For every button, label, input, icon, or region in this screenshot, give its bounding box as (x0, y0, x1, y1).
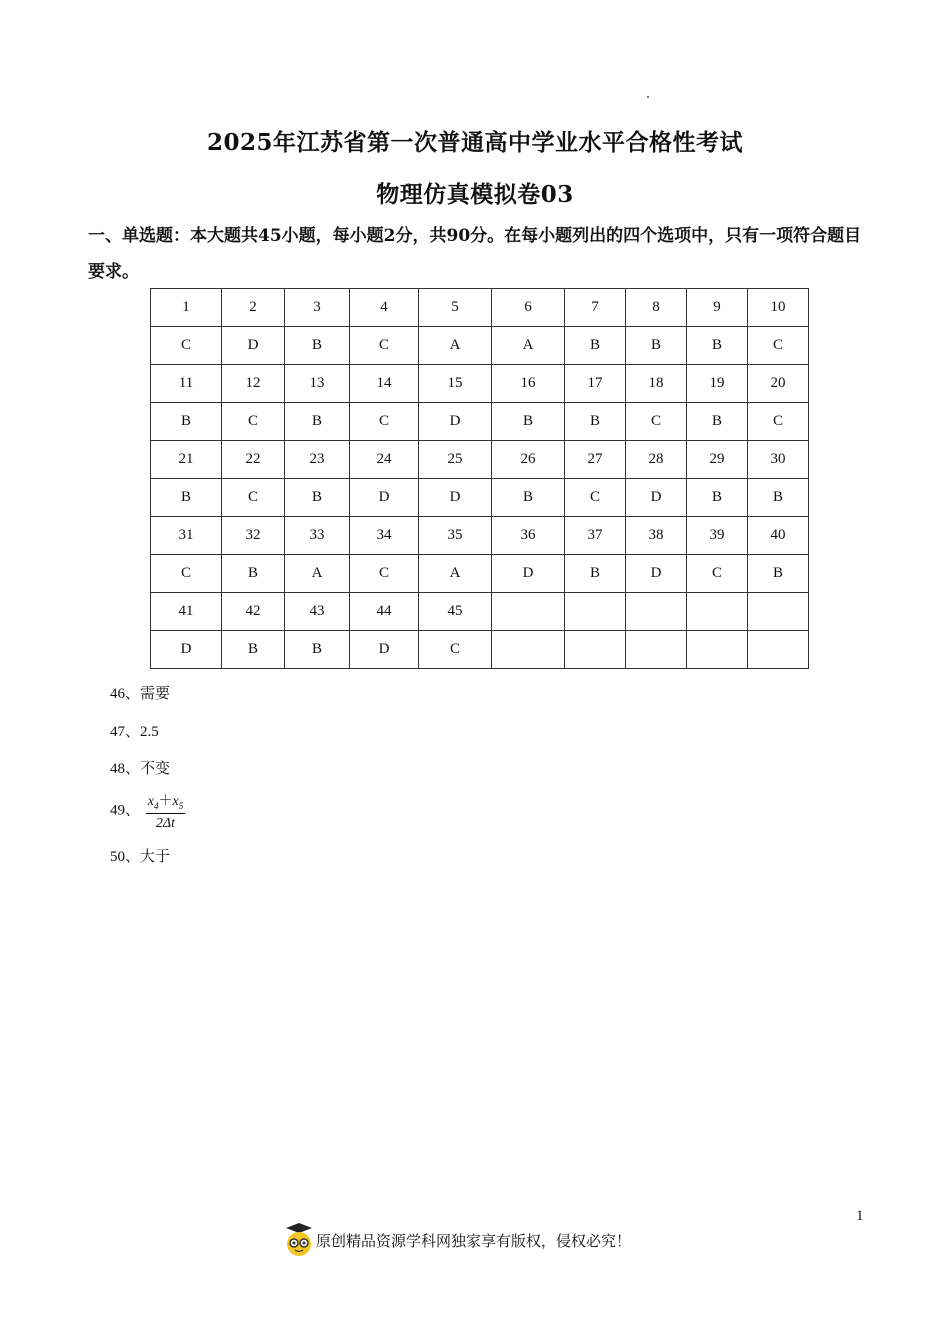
speck-mark (647, 96, 649, 98)
question-number-cell: 26 (492, 441, 565, 479)
question-number-row (151, 365, 809, 403)
answer-cell: B (626, 327, 687, 365)
answer-cell: B (565, 403, 626, 441)
answer-cell: B (285, 327, 350, 365)
answer-cell: D (350, 479, 419, 517)
answer-cell: B (285, 631, 350, 669)
answer-cell: B (151, 403, 222, 441)
answer-cell: C (565, 479, 626, 517)
answer-cell: C (626, 403, 687, 441)
answer-key-row (151, 631, 809, 669)
question-number-cell: 7 (565, 289, 626, 327)
question-number-cell: 27 (565, 441, 626, 479)
question-number-cell: 28 (626, 441, 687, 479)
question-number-cell: 25 (419, 441, 492, 479)
question-number-cell: 39 (687, 517, 748, 555)
question-number-cell: 13 (285, 365, 350, 403)
answer-cell: A (419, 555, 492, 593)
question-number-cell (687, 593, 748, 631)
answer-key-row (151, 327, 809, 365)
answer-cell: B (565, 327, 626, 365)
question-number-cell: 33 (285, 517, 350, 555)
answer-cell: C (687, 555, 748, 593)
answer-cell: C (151, 327, 222, 365)
question-number-cell: 16 (492, 365, 565, 403)
question-number-cell: 20 (748, 365, 809, 403)
answer-key-row (151, 479, 809, 517)
answer-cell (626, 631, 687, 669)
question-number-cell: 29 (687, 441, 748, 479)
answer-cell (565, 631, 626, 669)
question-number-cell: 45 (419, 593, 492, 631)
answer-cell (748, 631, 809, 669)
question-number-cell (626, 593, 687, 631)
answer-cell: B (687, 327, 748, 365)
question-number-cell: 36 (492, 517, 565, 555)
page-number: 1 (856, 1208, 864, 1224)
answer-49-label: 49、 (110, 802, 141, 819)
answer-table (150, 288, 809, 669)
question-number-cell: 4 (350, 289, 419, 327)
answer-cell: C (748, 327, 809, 365)
answer-cell: B (151, 479, 222, 517)
answer-cell: B (222, 631, 285, 669)
question-number-cell: 15 (419, 365, 492, 403)
question-number-cell: 19 (687, 365, 748, 403)
question-number-row (151, 441, 809, 479)
question-number-cell: 5 (419, 289, 492, 327)
answer-cell: B (285, 403, 350, 441)
answer-cell: D (419, 479, 492, 517)
fraction-numerator: $x_4+x_5$ (146, 790, 185, 814)
mascot-logo-icon (284, 1222, 314, 1258)
answer-cell: C (222, 403, 285, 441)
answer-cell: B (222, 555, 285, 593)
question-number-row (151, 289, 809, 327)
question-number-cell: 40 (748, 517, 809, 555)
fraction-denominator: 2Δt (155, 815, 176, 831)
answer-cell: A (419, 327, 492, 365)
question-number-cell: 23 (285, 441, 350, 479)
page-title: 2025年江苏省第一次普通高中学业水平合格性考试 (206, 129, 743, 156)
answer-cell: B (492, 403, 565, 441)
answer-47: 47、2.5 (110, 724, 159, 740)
answer-cell: B (285, 479, 350, 517)
question-number-cell (492, 593, 565, 631)
question-number-cell: 44 (350, 593, 419, 631)
question-number-cell: 2 (222, 289, 285, 327)
answer-cell: C (222, 479, 285, 517)
question-number-cell: 30 (748, 441, 809, 479)
question-number-cell: 24 (350, 441, 419, 479)
answer-cell: A (285, 555, 350, 593)
answer-cell: B (687, 479, 748, 517)
question-number-cell: 17 (565, 365, 626, 403)
answer-cell: D (151, 631, 222, 669)
answer-cell: B (492, 479, 565, 517)
question-number-cell: 34 (350, 517, 419, 555)
answer-cell: D (626, 555, 687, 593)
answer-key-row (151, 555, 809, 593)
answer-cell: D (626, 479, 687, 517)
question-number-cell (565, 593, 626, 631)
section-heading: 一、单选题：本大题共45小题，每小题2分，共90分。在每小题列出的四个选项中，只有一项符合题目要求。 (88, 226, 862, 282)
question-number-cell: 18 (626, 365, 687, 403)
answer-48: 48、不变 (110, 761, 171, 777)
question-number-cell (748, 593, 809, 631)
answer-46: 46、需要 (110, 686, 171, 702)
question-number-row (151, 517, 809, 555)
question-number-cell: 6 (492, 289, 565, 327)
answer-cell: C (748, 403, 809, 441)
answer-cell: D (222, 327, 285, 365)
answer-cell: C (350, 403, 419, 441)
answer-cell (492, 631, 565, 669)
question-number-cell: 43 (285, 593, 350, 631)
question-number-cell: 1 (151, 289, 222, 327)
answer-cell: D (350, 631, 419, 669)
question-number-cell: 41 (151, 593, 222, 631)
question-number-cell: 35 (419, 517, 492, 555)
copyright-text: 原创精品资源学科网独家享有版权，侵权必究！ (316, 1231, 632, 1250)
question-number-cell: 21 (151, 441, 222, 479)
question-number-cell: 38 (626, 517, 687, 555)
question-number-cell: 32 (222, 517, 285, 555)
answer-cell: A (492, 327, 565, 365)
answer-key-row (151, 403, 809, 441)
question-number-cell: 11 (151, 365, 222, 403)
answer-cell: C (151, 555, 222, 593)
answer-49 (110, 790, 185, 832)
answer-cell: B (687, 403, 748, 441)
question-number-cell: 22 (222, 441, 285, 479)
answer-cell (687, 631, 748, 669)
footer (284, 1222, 631, 1258)
answer-cell: C (350, 555, 419, 593)
answer-cell: C (419, 631, 492, 669)
question-number-cell: 3 (285, 289, 350, 327)
question-number-cell: 31 (151, 517, 222, 555)
answer-cell: D (492, 555, 565, 593)
question-number-row (151, 593, 809, 631)
answer-cell: B (748, 555, 809, 593)
answer-49-fraction (146, 790, 185, 832)
answer-cell: B (565, 555, 626, 593)
answer-50: 50、大于 (110, 849, 171, 865)
question-number-cell: 12 (222, 365, 285, 403)
page-subtitle: 物理仿真模拟卷03 (376, 181, 574, 208)
question-number-cell: 9 (687, 289, 748, 327)
question-number-cell: 14 (350, 365, 419, 403)
question-number-cell: 42 (222, 593, 285, 631)
answer-cell: B (748, 479, 809, 517)
question-number-cell: 10 (748, 289, 809, 327)
answer-cell: D (419, 403, 492, 441)
answer-cell: C (350, 327, 419, 365)
question-number-cell: 8 (626, 289, 687, 327)
question-number-cell: 37 (565, 517, 626, 555)
